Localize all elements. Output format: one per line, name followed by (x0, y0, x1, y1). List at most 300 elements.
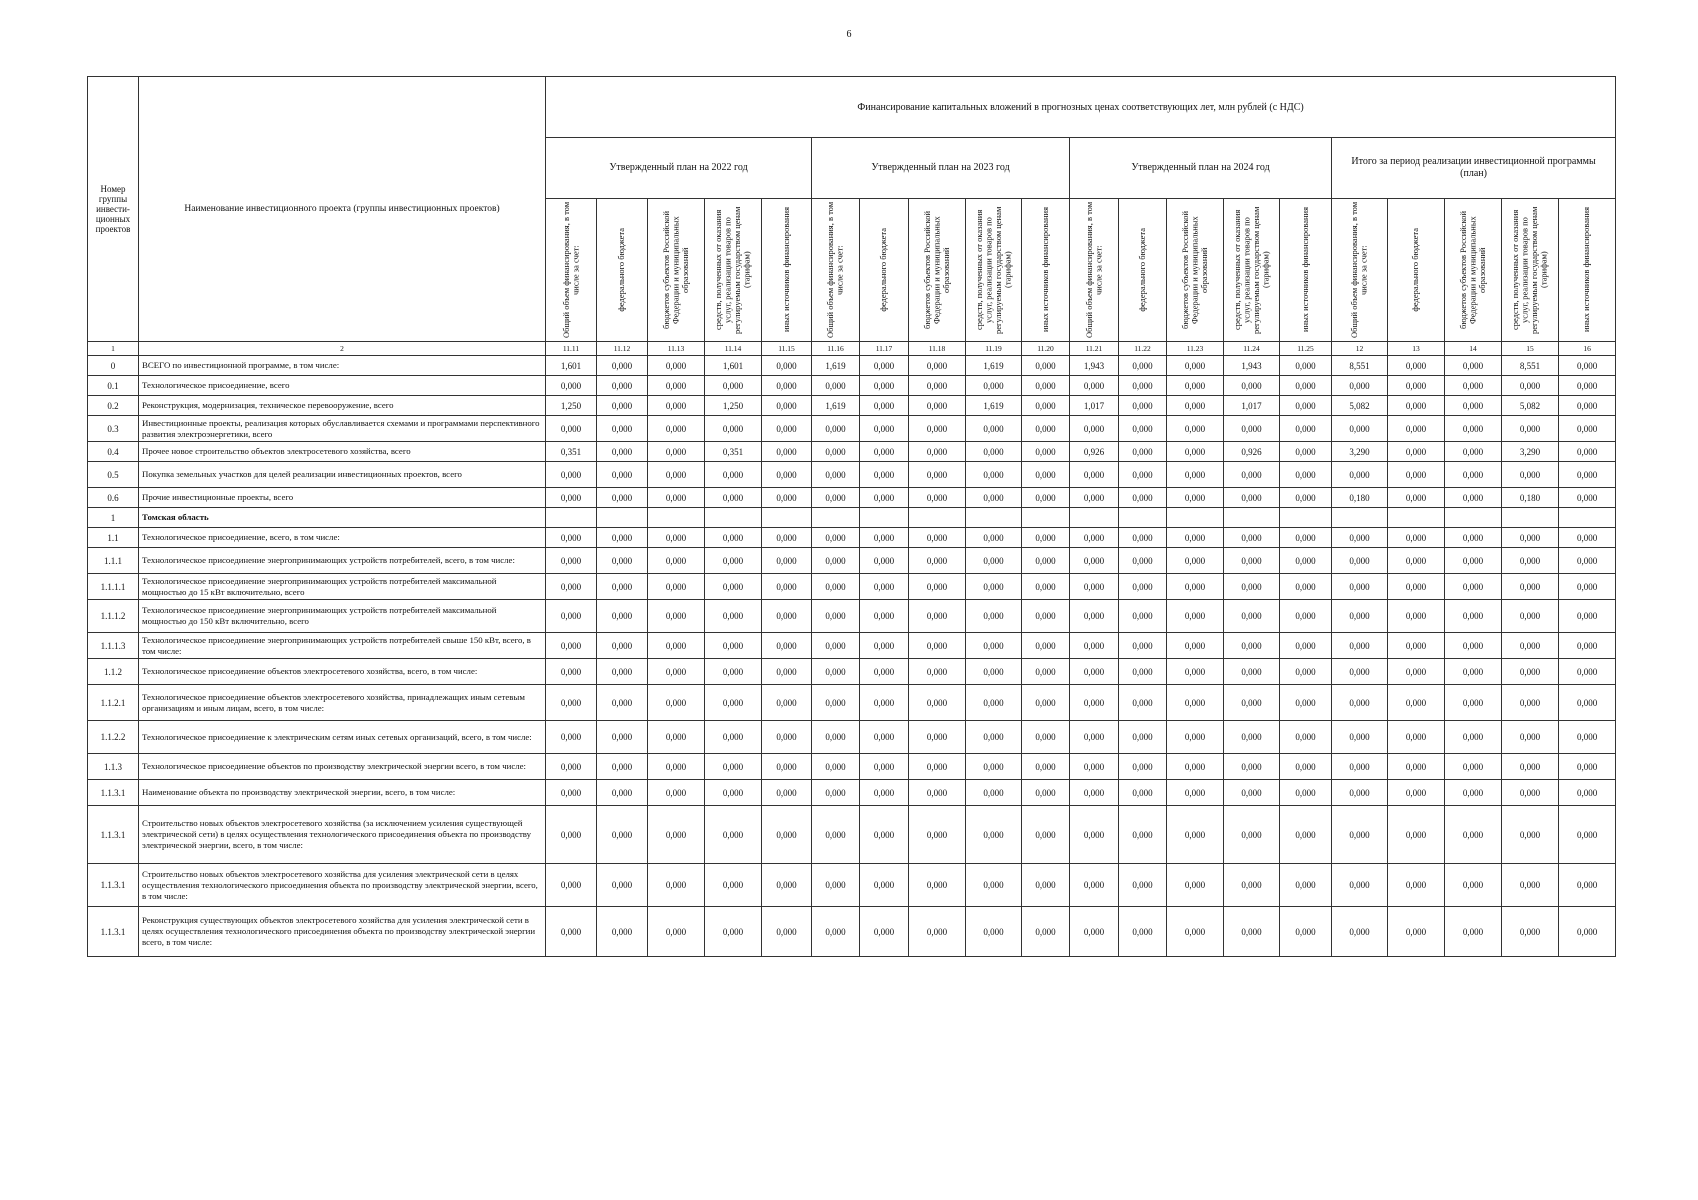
column-number: 11.24 (1224, 342, 1280, 356)
row-value-cell: 0,000 (860, 633, 909, 659)
row-value-cell: 0,000 (860, 462, 909, 488)
row-value-cell: 0,000 (1070, 574, 1119, 600)
row-value-cell: 0,000 (705, 685, 762, 721)
row-value-cell: 0,000 (812, 633, 860, 659)
row-value-cell: 0,000 (648, 721, 705, 754)
row-value-cell: 0,000 (909, 356, 966, 376)
row-value-cell: 0,000 (1167, 462, 1224, 488)
header-subcolumn-label: иных источников финансирования (1039, 207, 1050, 333)
row-group-number: 1.1.3.1 (88, 864, 139, 907)
row-value-cell: 0,000 (762, 721, 812, 754)
row-value-cell: 0,000 (762, 488, 812, 508)
row-value-cell: 0,000 (648, 356, 705, 376)
row-value-cell: 0,000 (1559, 488, 1616, 508)
row-value-cell (1388, 508, 1445, 528)
row-group-number: 1.1.3 (88, 754, 139, 780)
row-value-cell: 0,000 (1022, 633, 1070, 659)
row-value-cell: 0,000 (812, 488, 860, 508)
header-subcolumn-label: средств, полученных от оказания услуг, реализации товаров по регулируемым государством ценам (тарифам) (1510, 206, 1549, 334)
row-value-cell: 0,000 (1070, 462, 1119, 488)
row-value-cell: 0,000 (1224, 780, 1280, 806)
row-value-cell: 0,000 (705, 376, 762, 396)
row-value-cell: 0,000 (546, 528, 597, 548)
row-value-cell: 0,000 (812, 754, 860, 780)
row-group-number: 0.5 (88, 462, 139, 488)
column-number: 11.21 (1070, 342, 1119, 356)
table-row (88, 574, 1616, 600)
row-value-cell: 0,000 (597, 356, 648, 376)
row-value-cell: 0,000 (1388, 907, 1445, 957)
column-number: 14 (1445, 342, 1502, 356)
row-value-cell: 0,000 (762, 356, 812, 376)
row-value-cell: 0,000 (1167, 685, 1224, 721)
column-number: 11.23 (1167, 342, 1224, 356)
row-value-cell: 0,000 (1502, 633, 1559, 659)
row-value-cell: 0,000 (1445, 528, 1502, 548)
header-subcolumn-label: федерального бюджета (878, 228, 889, 312)
table-row (88, 442, 1616, 462)
table-row (88, 462, 1616, 488)
table-row (88, 396, 1616, 416)
row-value-cell: 0,000 (597, 416, 648, 442)
row-group-number: 1.1.1.2 (88, 600, 139, 633)
row-value-cell: 0,000 (762, 396, 812, 416)
row-value-cell: 0,000 (1280, 600, 1332, 633)
column-number: 15 (1502, 342, 1559, 356)
row-project-name: Технологическое присоединение энергопринимающих устройств потребителей свыше 150 кВт, всего, в том числе: (139, 633, 546, 659)
header-subcolumn (1224, 199, 1280, 342)
row-value-cell: 0,000 (762, 754, 812, 780)
row-value-cell: 0,000 (1280, 721, 1332, 754)
row-value-cell: 0,000 (1559, 548, 1616, 574)
row-value-cell: 0,000 (1167, 528, 1224, 548)
column-number: 13 (1388, 342, 1445, 356)
header-subcolumn-label: иных источников финансирования (1299, 207, 1310, 333)
column-number: 16 (1559, 342, 1616, 356)
row-value-cell: 0,000 (1022, 721, 1070, 754)
row-value-cell: 0,000 (1332, 864, 1388, 907)
row-value-cell: 0,000 (1332, 721, 1388, 754)
row-value-cell: 0,000 (966, 574, 1022, 600)
row-group-number: 1.1.2.1 (88, 685, 139, 721)
row-value-cell: 0,000 (1445, 574, 1502, 600)
row-value-cell: 0,000 (1280, 442, 1332, 462)
row-value-cell: 0,000 (546, 600, 597, 633)
row-value-cell: 8,551 (1332, 356, 1388, 376)
row-value-cell: 3,290 (1502, 442, 1559, 462)
row-value-cell: 0,000 (648, 416, 705, 442)
row-value-cell: 0,000 (705, 721, 762, 754)
row-value-cell: 5,082 (1502, 396, 1559, 416)
row-value-cell: 0,000 (860, 376, 909, 396)
row-group-number: 1.1.3.1 (88, 806, 139, 864)
row-value-cell: 0,000 (966, 462, 1022, 488)
row-value-cell: 0,000 (762, 633, 812, 659)
row-value-cell: 0,000 (1502, 754, 1559, 780)
row-value-cell: 0,000 (1280, 356, 1332, 376)
row-value-cell: 0,000 (648, 633, 705, 659)
row-value-cell: 0,000 (1224, 754, 1280, 780)
row-value-cell: 0,000 (860, 548, 909, 574)
row-value-cell: 0,000 (1445, 356, 1502, 376)
row-value-cell: 0,000 (909, 659, 966, 685)
row-value-cell (762, 508, 812, 528)
row-value-cell: 0,000 (1388, 548, 1445, 574)
row-value-cell: 0,000 (860, 685, 909, 721)
row-value-cell: 0,000 (1502, 659, 1559, 685)
row-value-cell: 0,000 (1332, 600, 1388, 633)
row-value-cell: 1,943 (1224, 356, 1280, 376)
row-value-cell: 0,000 (705, 864, 762, 907)
row-value-cell: 0,000 (648, 442, 705, 462)
header-subcolumn (1445, 199, 1502, 342)
header-subcolumn (1502, 199, 1559, 342)
row-value-cell (1119, 508, 1167, 528)
row-value-cell: 0,000 (1502, 376, 1559, 396)
row-value-cell: 0,000 (1070, 600, 1119, 633)
row-project-name: Реконструкция, модернизация, техническое перевооружение, всего (139, 396, 546, 416)
row-value-cell: 0,000 (812, 442, 860, 462)
header-subcolumn (1070, 199, 1119, 342)
row-value-cell: 0,000 (966, 442, 1022, 462)
row-value-cell: 0,000 (909, 416, 966, 442)
row-value-cell: 0,000 (1119, 528, 1167, 548)
row-value-cell (1445, 508, 1502, 528)
row-value-cell: 0,000 (966, 600, 1022, 633)
row-value-cell: 0,000 (1445, 548, 1502, 574)
row-project-name: Инвестиционные проекты, реализация которых обуславливается схемами и программами перспективного развития электроэнергетики, всего (139, 416, 546, 442)
row-value-cell: 0,000 (1070, 864, 1119, 907)
row-value-cell: 0,000 (1119, 600, 1167, 633)
row-project-name: Технологическое присоединение объектов по производству электрической энергии всего, в том числе: (139, 754, 546, 780)
row-value-cell: 0,000 (1022, 528, 1070, 548)
row-group-number: 1.1 (88, 528, 139, 548)
row-value-cell: 0,000 (909, 907, 966, 957)
header-subcolumn-label: Общий объем финансирования, в том числе за счет: (1083, 201, 1103, 339)
row-value-cell: 0,000 (1119, 659, 1167, 685)
row-value-cell: 0,000 (966, 754, 1022, 780)
row-value-cell: 0,000 (1119, 442, 1167, 462)
row-value-cell: 0,000 (860, 754, 909, 780)
header-subcolumn-label: средств, полученных от оказания услуг, реализации товаров по регулируемым государством ценам (тарифам) (713, 206, 752, 334)
row-value-cell: 0,000 (1224, 488, 1280, 508)
row-value-cell: 0,000 (705, 574, 762, 600)
row-value-cell: 0,000 (1445, 721, 1502, 754)
column-number: 11.22 (1119, 342, 1167, 356)
row-value-cell: 0,000 (812, 806, 860, 864)
row-value-cell: 0,000 (1559, 442, 1616, 462)
row-value-cell: 0,000 (1280, 528, 1332, 548)
row-value-cell: 0,000 (762, 548, 812, 574)
row-value-cell: 0,000 (648, 488, 705, 508)
row-value-cell: 0,000 (597, 780, 648, 806)
row-value-cell: 0,000 (1022, 488, 1070, 508)
row-value-cell: 0,000 (1167, 488, 1224, 508)
row-value-cell: 0,000 (860, 416, 909, 442)
row-group-number: 0.6 (88, 488, 139, 508)
row-group-number: 0 (88, 356, 139, 376)
row-value-cell: 0,000 (1167, 376, 1224, 396)
row-value-cell: 0,351 (546, 442, 597, 462)
row-value-cell: 0,000 (1022, 806, 1070, 864)
row-value-cell: 0,000 (648, 462, 705, 488)
row-value-cell: 0,000 (909, 462, 966, 488)
header-period-2024: Утвержденный план на 2024 год (1070, 138, 1332, 199)
row-value-cell: 0,000 (1445, 864, 1502, 907)
row-value-cell: 0,000 (812, 416, 860, 442)
header-subcolumn-label: Общий объем финансирования, в том числе за счет: (1349, 201, 1369, 339)
row-value-cell: 0,000 (1559, 806, 1616, 864)
row-value-cell: 0,000 (1119, 633, 1167, 659)
row-value-cell: 0,000 (1502, 528, 1559, 548)
row-value-cell: 0,000 (597, 488, 648, 508)
row-value-cell: 1,619 (812, 396, 860, 416)
row-value-cell: 0,000 (1119, 462, 1167, 488)
row-value-cell: 0,000 (1224, 462, 1280, 488)
row-value-cell: 0,000 (546, 488, 597, 508)
row-value-cell: 0,000 (705, 416, 762, 442)
row-value-cell: 0,000 (1119, 416, 1167, 442)
row-group-number: 1.1.1 (88, 548, 139, 574)
table-row (88, 376, 1616, 396)
table-row (88, 488, 1616, 508)
row-project-name: Строительство новых объектов электросетевого хозяйства (за исключением усиления существующей электрической сети) в целях осуществления технологического присоединения объекта по производству электрической энергии, всего, в том числе: (139, 806, 546, 864)
row-value-cell: 0,000 (1559, 600, 1616, 633)
row-value-cell: 0,000 (812, 574, 860, 600)
row-value-cell: 0,000 (546, 685, 597, 721)
row-value-cell (1070, 508, 1119, 528)
column-number: 11.20 (1022, 342, 1070, 356)
column-number: 11.16 (812, 342, 860, 356)
row-value-cell: 0,000 (597, 600, 648, 633)
row-value-cell: 0,000 (1445, 754, 1502, 780)
table-row (88, 508, 1616, 528)
row-value-cell: 0,000 (762, 907, 812, 957)
row-value-cell: 0,000 (1022, 780, 1070, 806)
row-value-cell (597, 508, 648, 528)
column-number: 12 (1332, 342, 1388, 356)
row-value-cell: 0,000 (1388, 396, 1445, 416)
row-value-cell: 0,000 (1445, 907, 1502, 957)
row-value-cell: 0,000 (1502, 548, 1559, 574)
row-value-cell: 0,000 (812, 659, 860, 685)
row-value-cell: 0,000 (1119, 907, 1167, 957)
header-subcolumn-label: Общий объем финансирования, в том числе за счет: (560, 201, 580, 339)
header-subcolumn (1167, 199, 1224, 342)
row-value-cell: 0,000 (1280, 633, 1332, 659)
row-value-cell: 0,000 (1502, 416, 1559, 442)
header-subcolumn (762, 199, 812, 342)
row-value-cell: 0,000 (597, 806, 648, 864)
row-value-cell: 0,000 (1119, 754, 1167, 780)
row-value-cell: 0,000 (648, 806, 705, 864)
row-value-cell: 0,000 (1022, 659, 1070, 685)
row-value-cell: 0,000 (909, 685, 966, 721)
row-value-cell: 0,926 (1070, 442, 1119, 462)
row-value-cell: 1,619 (966, 356, 1022, 376)
row-value-cell: 0,000 (909, 488, 966, 508)
row-value-cell: 0,000 (648, 780, 705, 806)
row-value-cell: 0,000 (1388, 685, 1445, 721)
page-number: 6 (846, 29, 852, 40)
row-value-cell: 0,000 (648, 548, 705, 574)
row-value-cell: 0,000 (860, 356, 909, 376)
row-value-cell: 0,000 (597, 721, 648, 754)
row-value-cell: 0,000 (1502, 462, 1559, 488)
row-value-cell: 0,000 (1445, 659, 1502, 685)
row-value-cell: 0,000 (1022, 574, 1070, 600)
row-value-cell: 0,000 (762, 864, 812, 907)
row-project-name: Покупка земельных участков для целей реализации инвестиционных проектов, всего (139, 462, 546, 488)
header-period-2022: Утвержденный план на 2022 год (546, 138, 812, 199)
row-value-cell: 0,000 (860, 442, 909, 462)
header-subcolumn (1022, 199, 1070, 342)
row-value-cell: 0,000 (1445, 396, 1502, 416)
row-value-cell: 0,000 (1119, 376, 1167, 396)
header-subcolumn (705, 199, 762, 342)
row-value-cell: 0,000 (1022, 416, 1070, 442)
row-group-number: 1.1.3.1 (88, 780, 139, 806)
row-value-cell: 0,000 (597, 754, 648, 780)
header-subcolumn-label: бюджетов субъектов Российской Федерации и муниципальных образований (660, 210, 690, 330)
row-value-cell: 1,601 (546, 356, 597, 376)
row-value-cell: 0,000 (1022, 754, 1070, 780)
row-value-cell: 0,000 (597, 864, 648, 907)
row-value-cell: 0,000 (648, 396, 705, 416)
row-value-cell: 0,000 (648, 600, 705, 633)
row-value-cell: 0,000 (546, 548, 597, 574)
row-value-cell: 0,000 (546, 780, 597, 806)
row-value-cell: 0,000 (546, 754, 597, 780)
row-value-cell: 0,000 (1502, 907, 1559, 957)
row-value-cell: 0,000 (966, 488, 1022, 508)
row-group-number: 0.1 (88, 376, 139, 396)
row-value-cell: 0,000 (1445, 600, 1502, 633)
row-value-cell: 0,000 (1559, 780, 1616, 806)
column-number: 11.17 (860, 342, 909, 356)
row-value-cell: 0,000 (909, 376, 966, 396)
row-value-cell: 0,000 (705, 907, 762, 957)
row-value-cell: 0,000 (1388, 600, 1445, 633)
row-value-cell: 0,000 (1332, 685, 1388, 721)
row-value-cell: 0,000 (705, 548, 762, 574)
row-value-cell: 0,000 (1224, 528, 1280, 548)
row-value-cell: 0,000 (1070, 806, 1119, 864)
row-value-cell: 0,000 (1445, 780, 1502, 806)
row-value-cell: 0,000 (1167, 864, 1224, 907)
row-value-cell: 0,000 (812, 864, 860, 907)
row-value-cell: 0,000 (1559, 416, 1616, 442)
row-value-cell: 0,000 (1022, 864, 1070, 907)
row-value-cell: 0,000 (546, 806, 597, 864)
row-value-cell: 0,000 (812, 462, 860, 488)
row-value-cell (1224, 508, 1280, 528)
row-value-cell: 0,000 (1502, 806, 1559, 864)
row-value-cell: 0,000 (966, 780, 1022, 806)
row-value-cell: 0,000 (1280, 548, 1332, 574)
row-value-cell: 0,000 (1502, 685, 1559, 721)
row-value-cell: 0,000 (1445, 442, 1502, 462)
row-value-cell: 0,000 (1559, 376, 1616, 396)
column-number: 11.12 (597, 342, 648, 356)
row-value-cell: 0,000 (1119, 548, 1167, 574)
row-value-cell: 0,000 (1167, 721, 1224, 754)
table-row (88, 416, 1616, 442)
row-group-number: 1.1.3.1 (88, 907, 139, 957)
row-value-cell: 0,000 (1224, 548, 1280, 574)
row-value-cell: 0,000 (1388, 574, 1445, 600)
row-value-cell: 0,000 (812, 548, 860, 574)
table-row (88, 528, 1616, 548)
row-value-cell: 0,000 (1332, 528, 1388, 548)
row-value-cell: 0,000 (1167, 416, 1224, 442)
row-value-cell: 0,000 (1388, 488, 1445, 508)
row-value-cell: 0,000 (812, 600, 860, 633)
row-value-cell: 0,000 (966, 806, 1022, 864)
row-group-number: 1.1.2 (88, 659, 139, 685)
row-value-cell: 3,290 (1332, 442, 1388, 462)
row-value-cell: 0,000 (1070, 376, 1119, 396)
row-value-cell: 0,000 (1167, 356, 1224, 376)
row-value-cell: 0,000 (1224, 600, 1280, 633)
row-value-cell: 0,180 (1502, 488, 1559, 508)
row-value-cell: 0,000 (1119, 780, 1167, 806)
row-project-name: Технологическое присоединение, всего (139, 376, 546, 396)
row-value-cell: 0,000 (1502, 780, 1559, 806)
column-number: 11.13 (648, 342, 705, 356)
row-value-cell: 0,000 (705, 462, 762, 488)
row-value-cell: 0,000 (1070, 633, 1119, 659)
row-value-cell: 0,000 (1280, 396, 1332, 416)
row-value-cell: 0,000 (1167, 574, 1224, 600)
row-value-cell: 0,000 (909, 721, 966, 754)
header-subcolumn (1332, 199, 1388, 342)
row-value-cell: 0,000 (1388, 528, 1445, 548)
row-value-cell: 0,000 (762, 376, 812, 396)
row-value-cell: 0,000 (1022, 376, 1070, 396)
header-group-number: Номер группы инвести-ционных проектов (88, 77, 139, 342)
row-value-cell: 1,943 (1070, 356, 1119, 376)
row-value-cell: 0,000 (546, 907, 597, 957)
row-value-cell: 0,000 (597, 548, 648, 574)
header-project-name: Наименование инвестиционного проекта (группы инвестиционных проектов) (139, 77, 546, 342)
row-value-cell: 0,000 (546, 659, 597, 685)
row-value-cell: 0,000 (1070, 754, 1119, 780)
row-value-cell (1559, 508, 1616, 528)
table-row (88, 780, 1616, 806)
row-value-cell: 0,000 (597, 574, 648, 600)
row-value-cell: 0,000 (1502, 721, 1559, 754)
row-value-cell: 0,000 (1388, 754, 1445, 780)
row-value-cell: 5,082 (1332, 396, 1388, 416)
row-value-cell: 0,000 (909, 780, 966, 806)
row-value-cell: 0,000 (1559, 907, 1616, 957)
row-value-cell: 0,000 (546, 376, 597, 396)
header-subcolumn (966, 199, 1022, 342)
row-project-name: Реконструкция существующих объектов электросетевого хозяйства для усиления электрической сети в целях осуществления технологического присоединения объекта по производству электрической энергии всего, в том числе: (139, 907, 546, 957)
row-value-cell: 0,000 (1167, 442, 1224, 462)
header-subcolumn (546, 199, 597, 342)
row-value-cell: 0,000 (966, 376, 1022, 396)
row-value-cell: 0,000 (1280, 685, 1332, 721)
row-value-cell: 0,000 (1070, 548, 1119, 574)
row-project-name: Технологическое присоединение энергопринимающих устройств потребителей максимальной мощностью до 150 кВт включительно, всего (139, 600, 546, 633)
row-value-cell: 0,000 (1224, 864, 1280, 907)
row-value-cell: 0,000 (1070, 528, 1119, 548)
row-value-cell: 0,000 (1167, 659, 1224, 685)
row-value-cell: 0,000 (909, 600, 966, 633)
row-value-cell: 0,000 (762, 659, 812, 685)
